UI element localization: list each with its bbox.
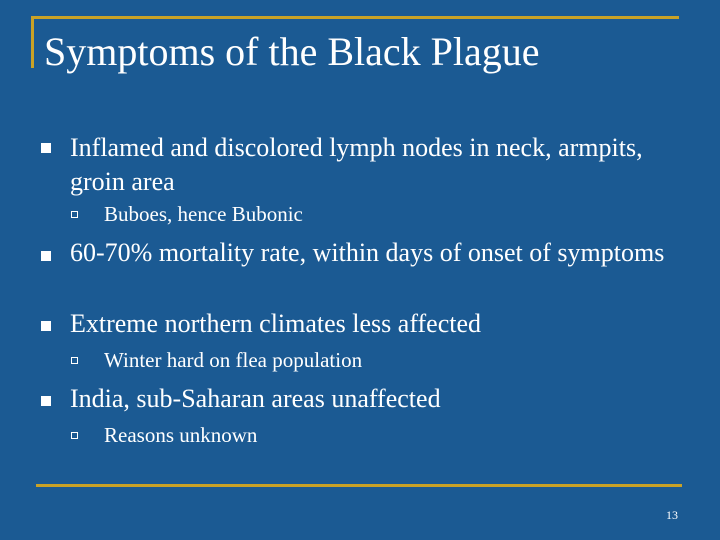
square-bullet-icon [41,396,51,406]
bullet-text: Inflamed and discolored lymph nodes in neck, armpits, groin area [70,133,643,196]
square-bullet-icon [41,321,51,331]
sub-bullet-text: Reasons unknown [104,423,258,447]
bullet-text: Extreme northern climates less affected [70,309,482,338]
sub-bullet-text: Buboes, hence Bubonic [104,202,303,226]
square-bullet-icon [41,251,51,261]
hollow-square-bullet-icon [71,432,78,439]
footer-divider-line [36,484,682,487]
hollow-square-bullet-icon [71,211,78,218]
bullet-text: India, sub-Saharan areas unaffected [70,384,441,413]
title-frame-left-line [31,16,34,68]
bullet-text: 60-70% mortality rate, within days of onset of symptoms [70,238,665,267]
hollow-square-bullet-icon [71,357,78,364]
square-bullet-icon [41,143,51,153]
page-number: 13 [666,508,678,522]
sub-bullet-text: Winter hard on flea population [104,348,363,372]
slide-title: Symptoms of the Black Plague [44,29,540,74]
title-frame-top-line [31,16,679,19]
